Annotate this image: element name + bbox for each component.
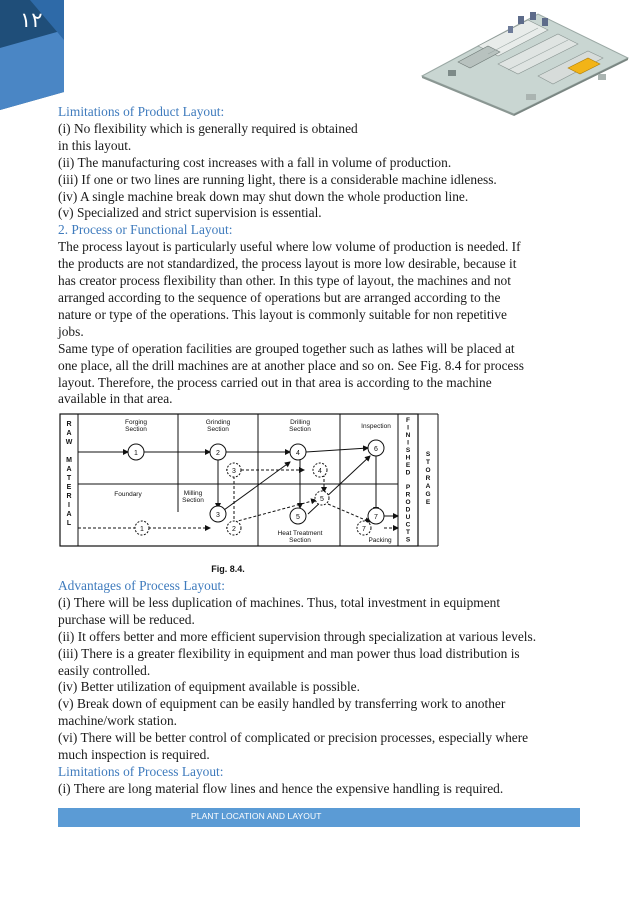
svg-text:2: 2 — [216, 450, 220, 457]
factory-layout-illustration — [418, 6, 630, 116]
grinding-label: Section — [207, 426, 229, 433]
svg-text:U: U — [405, 514, 411, 521]
paragraph-line: machine/work station. — [58, 713, 177, 729]
svg-text:1: 1 — [140, 526, 144, 533]
svg-text:I: I — [68, 502, 70, 509]
svg-text:E: E — [405, 462, 411, 469]
advantages-heading: Advantages of Process Layout: — [58, 578, 225, 593]
paragraph-line: purchase will be reduced. — [58, 611, 195, 627]
paragraph-line: in this layout. — [58, 137, 132, 153]
svg-text:F: F — [406, 417, 410, 424]
drilling-label: Section — [289, 426, 311, 433]
svg-text:6: 6 — [374, 446, 378, 453]
svg-text:D: D — [405, 469, 411, 477]
svg-text:I: I — [407, 439, 409, 447]
node-packing-7 — [368, 508, 384, 524]
process-layout-diagram — [58, 412, 440, 580]
foundary-label: Foundary — [114, 491, 142, 498]
svg-text:T: T — [426, 459, 430, 466]
paragraph-line: (iv) Better utilization of equipment available is possible. — [58, 679, 360, 695]
svg-text:T: T — [406, 529, 410, 536]
node-forging-1 — [128, 444, 144, 460]
paragraph-line: (ii) The manufacturing cost increases with a fall in volume of production. — [58, 154, 452, 170]
finished-products-label — [405, 417, 410, 544]
paragraph-line: (v) Specialized and strict supervision is essential. — [58, 205, 322, 221]
paragraph-line: (i) There will be less duplication of machines. Thus, total investment in equipment — [58, 594, 501, 610]
svg-text:H: H — [405, 454, 411, 462]
paragraph-line: (v) Break down of equipment can be easily handled by transferring work to another — [58, 696, 506, 712]
svg-text:R: R — [405, 491, 411, 499]
svg-text:D: D — [405, 506, 411, 514]
paragraph-line: (i) No flexibility which is generally required is obtained — [58, 120, 358, 136]
inspection-label: Inspection — [361, 423, 391, 430]
svg-text:7: 7 — [374, 514, 378, 521]
paragraph-line: nature or type of the operations. This layout is commonly suitable for non repetitive — [58, 306, 507, 322]
process-layout-limitations-heading: Limitations of Process Layout: — [58, 763, 224, 779]
svg-text:A: A — [66, 511, 72, 518]
node-inspection-6 — [368, 440, 384, 456]
node-packing-7-dashed — [357, 521, 371, 535]
paragraph-line: (iii) There is a greater flexibility in equipment and man power thus load distribution is — [58, 645, 520, 661]
paragraph-line: The process layout is particularly useful where low volume of production is needed. If — [58, 239, 521, 255]
paragraph-line: has creator process flexibility than other. In this type of layout, the machines and not — [58, 273, 511, 289]
page-number: ١٢ — [20, 8, 43, 32]
svg-text:P: P — [405, 484, 411, 491]
paragraph-line: layout. Therefore, the process carried out in that area is according to the machine — [58, 374, 492, 390]
svg-text:2: 2 — [232, 526, 236, 533]
node-milling-3 — [210, 506, 226, 522]
storage-label — [425, 451, 430, 506]
milling-label: Section — [182, 497, 204, 504]
node-heat-5 — [290, 508, 306, 524]
footer-title: PLANT LOCATION AND LAYOUT — [191, 811, 322, 821]
svg-text:N: N — [405, 432, 411, 439]
node-grinding-3 — [227, 463, 241, 477]
svg-text:E: E — [66, 484, 72, 491]
packing-label: Packing — [368, 537, 392, 544]
svg-text:G: G — [425, 491, 431, 498]
paragraph-line: the products are not standardized, the process layout is more low desirable, because it — [58, 256, 517, 272]
milling-label: Milling — [183, 490, 203, 497]
node-foundary-1 — [135, 521, 149, 535]
paragraph-line: jobs. — [58, 323, 84, 339]
process-layout-heading: 2. Process or Functional Layout: — [58, 222, 233, 238]
drilling-label: Drilling — [290, 419, 310, 426]
node-drilling-4 — [290, 444, 306, 460]
svg-text:1: 1 — [134, 450, 138, 457]
paragraph-line: Same type of operation facilities are grouped together such as lathes will be placed at — [58, 340, 515, 356]
svg-text:O: O — [405, 499, 411, 506]
lower-text-block — [58, 578, 584, 798]
svg-text:I: I — [407, 424, 409, 432]
raw-material-label — [66, 421, 73, 527]
svg-text:M: M — [66, 457, 72, 464]
node-grinding-2 — [210, 444, 226, 460]
svg-text:L: L — [66, 520, 72, 527]
svg-text:3: 3 — [216, 512, 220, 519]
top-text-block — [58, 104, 578, 408]
paragraph-line: (i) There are long material flow lines and hence the expensive handling is required. — [58, 780, 504, 796]
svg-text:O: O — [425, 467, 431, 474]
svg-text:R: R — [66, 493, 72, 500]
svg-text:A: A — [425, 483, 431, 490]
paragraph-line: (ii) It offers better and more efficient supervision through specialization at various levels. — [58, 628, 537, 644]
svg-text:S: S — [405, 536, 411, 544]
svg-text:7: 7 — [362, 526, 366, 533]
svg-text:A: A — [66, 430, 72, 437]
node-heat-5-dashed — [315, 491, 329, 505]
svg-text:R: R — [425, 475, 431, 482]
grinding-label: Grinding — [205, 419, 231, 426]
svg-text:C: C — [405, 521, 411, 529]
forging-label: Forging — [124, 419, 148, 426]
svg-text:A: A — [66, 466, 72, 473]
svg-text:W: W — [65, 439, 73, 446]
svg-text:T: T — [66, 475, 72, 482]
paragraph-line: arranged according to the sequence of operations but are arranged according to the — [58, 289, 501, 305]
svg-text:4: 4 — [318, 468, 322, 475]
svg-text:5: 5 — [296, 514, 300, 521]
forging-label: Section — [125, 426, 147, 433]
node-drilling-4-dashed — [313, 463, 327, 477]
paragraph-line: (vi) There will be better control of complicated or precision processes, especially where — [58, 730, 529, 746]
paragraph-line: (iv) A single machine break down may shut down the whole production line. — [58, 188, 469, 204]
node-milling-2 — [227, 521, 241, 535]
svg-text:R: R — [66, 421, 72, 428]
paragraph-line: much inspection is required. — [58, 747, 210, 763]
paragraph-line: easily controlled. — [58, 662, 151, 678]
svg-text:S: S — [425, 451, 431, 458]
svg-text:E: E — [425, 499, 431, 506]
figure-caption: Fig. 8.4. — [211, 564, 245, 574]
svg-text:3: 3 — [232, 468, 236, 475]
svg-text:S: S — [405, 447, 411, 454]
heat-treatment-label: Heat Treatment — [277, 530, 323, 537]
product-layout-limitations-heading: Limitations of Product Layout: — [58, 104, 225, 119]
svg-text:5: 5 — [320, 496, 324, 503]
paragraph-line: (iii) If one or two lines are running light, there is a considerable machine idleness. — [58, 171, 497, 187]
paragraph-line: available in that area. — [58, 391, 173, 407]
paragraph-line: one place, all the drill machines are at another place and so on. See Fig. 8.4 for process — [58, 357, 524, 373]
svg-text:4: 4 — [296, 450, 300, 457]
heat-treatment-label: Section — [289, 537, 311, 544]
footer-bar — [58, 808, 580, 827]
